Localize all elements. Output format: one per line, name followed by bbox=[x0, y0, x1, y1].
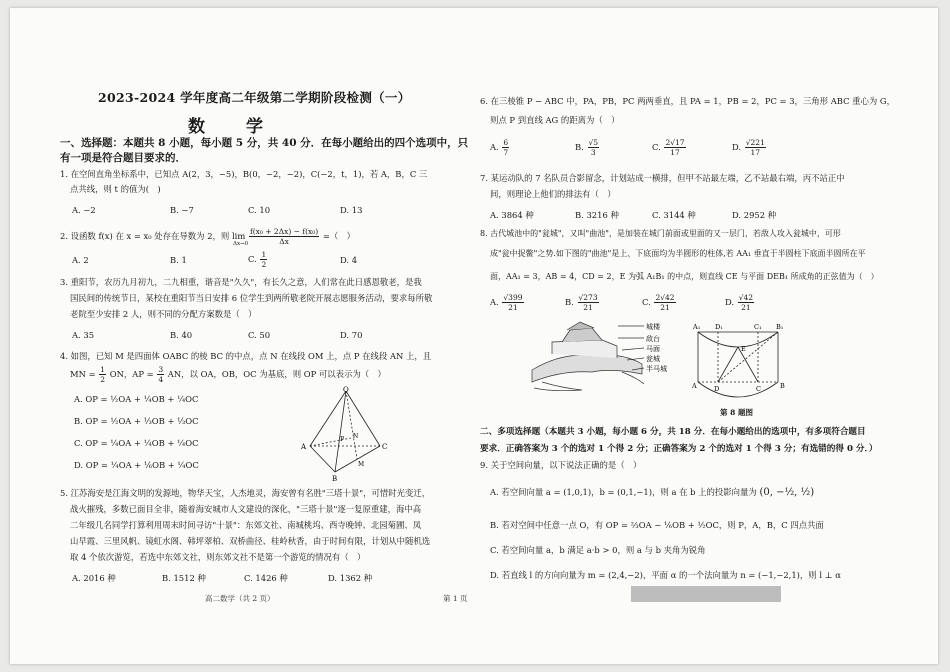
q8-option-c: C. $\frac{2√42}{21}$ bbox=[642, 293, 675, 312]
q9-option-c: C. 若空间向量 a，b 满足 a·b > 0，则 a 与 b 夹角为锐角 bbox=[490, 545, 706, 555]
q5-option-c: C. 1426 种 bbox=[244, 573, 288, 583]
q2-option-c: C. $\frac{1}{2}$ bbox=[248, 250, 267, 269]
footer-left: 高二数学（共 2 页） bbox=[205, 594, 275, 603]
subject-title: 数 学 bbox=[188, 117, 275, 137]
legend-chenglou: 城楼 bbox=[646, 323, 660, 331]
q8-figure-caption: 第 8 题图 bbox=[720, 408, 753, 417]
q9-option-d: D. 若直线 l 的方向向量为 m = (2,4,−2)，平面 α 的一个法向量为 n = (−1,−2,1)，则 l ⊥ α bbox=[490, 570, 841, 580]
label-m: M bbox=[358, 461, 365, 468]
q6-text-1: 6. 在三棱锥 P − ABC 中，PA，PB，PC 两两垂直，且 PA = 1，PB = 2，PC = 3，三角形 ABC 重心为 G， bbox=[480, 96, 895, 106]
q8-option-a: A. $\frac{√399}{21}$ bbox=[490, 293, 523, 312]
q8-text-1: 8. 古代城池中的"瓮城"，又叫"曲池"，是加装在城门前面或里面的又一层门，若敌人攻入瓮城中，可形 bbox=[480, 229, 841, 238]
q9-option-b: B. 若对空间中任意一点 O，有 OP = ⅔OA − ⅙OB + ½OC，则 P，A，B，C 四点共面 bbox=[490, 520, 824, 530]
label-c1: C₁ bbox=[754, 323, 762, 331]
q6-option-d: D. $\frac{√221}{17}$ bbox=[732, 138, 765, 157]
exam-page bbox=[10, 8, 938, 664]
top-arc bbox=[698, 332, 778, 347]
q5-text-1: 5. 江苏海安是江海文明的发源地，物华天宝，人杰地灵，海安曾有名胜"三塔十景"，可惜时光变迁， bbox=[60, 488, 431, 498]
label-a: A bbox=[692, 382, 697, 390]
label-b: B bbox=[332, 475, 338, 482]
label-b: B bbox=[780, 382, 785, 390]
section1-heading: 一、选择题：本题共 8 小题，每小题 5 分，共 40 分．在每小题给出的四个选项中，只 bbox=[60, 137, 469, 149]
q5-text-5: 取 4 个依次游览，若选中东郊文社，则东郊文社不是第一个游览的情况有（ ） bbox=[70, 552, 366, 562]
q8-text-2: 成"瓮中捉鳖"之势.如下图的"曲池"是上、下底面均为半圆形的柱体,若 AA₁ 垂直于半圆柱下底面半圆所在平 bbox=[490, 249, 866, 258]
label-a1: A₁ bbox=[693, 323, 701, 331]
segment-db1 bbox=[718, 332, 778, 382]
label-a: A bbox=[301, 443, 307, 451]
section2-heading-2: 要求．正确答案为 3 个的选对 1 个得 2 分；正确答案为 2 个的选对 1 个得 3 分；有选错的得 0 分．） bbox=[480, 444, 878, 454]
q9-stem: 9. 关于空间向量，以下说法正确的是（ ） bbox=[480, 460, 642, 470]
q7-option-c: C. 3144 种 bbox=[652, 210, 696, 220]
q7-option-b: B. 3216 种 bbox=[575, 210, 619, 220]
label-e: E bbox=[741, 345, 746, 353]
q3-option-c: C. 50 bbox=[248, 330, 271, 340]
q7-text-2: 间，则理论上他们的排法有（ ） bbox=[490, 189, 616, 199]
segment-an bbox=[310, 438, 351, 446]
q2-stem: 2. 设函数 f(x) 在 x = x₀ 处存在导数为 2，则 lim bbox=[60, 231, 246, 241]
label-c: C bbox=[756, 385, 761, 393]
section1-heading-2: 有一项是符合题目要求的． bbox=[60, 152, 186, 164]
q8-text-3: 面，AA₁ = 3，AB = 4，CD = 2，E 为弧 A₁B₁ 的中点，则直线 CE 与平面 DEB₁ 所成角的正弦值为（ ） bbox=[490, 272, 879, 281]
q6-option-a: A. $\frac{6}{7}$ bbox=[490, 138, 509, 157]
q4-text-1: 4. 如图，已知 M 是四面体 OABC 的棱 BC 的中点，点 N 在线段 OM 上，点 P 在线段 AN 上，且 bbox=[60, 351, 432, 361]
q1-text-1: 1. 在空间直角坐标系中，已知点 A(2，3，−5)，B(0，−2，−2)，C(−2，t，1)，若 A，B，C 三 bbox=[60, 169, 428, 179]
q3-text-2: 国民间的传统节日，某校在重阳节当日安排 6 位学生到两所敬老院开展志愿服务活动，要求每所敬 bbox=[70, 293, 433, 303]
q5-text-2: 战火摧残，多数已面目全非，随着海安城市人文建设的深化，"三塔十景"逐一复原重建，海中高 bbox=[70, 504, 422, 514]
legend-mamian: 马面 bbox=[646, 345, 660, 353]
q6-option-c: C. $\frac{2√17}{17}$ bbox=[652, 138, 685, 157]
edge-ob bbox=[335, 391, 346, 472]
q6-text-2: 则点 P 到直线 AG 的距离为（ ） bbox=[490, 115, 620, 125]
q1-option-b: B. −7 bbox=[170, 205, 194, 215]
half-cylinder-figure bbox=[690, 322, 790, 398]
q9-option-a: A. 若空间向量 a = (1,0,1)，b = (0,1,−1)，则 a 在 b 上的投影向量为 (0, −½, ½) bbox=[490, 487, 815, 498]
q3-text-1: 3. 重阳节，农历九月初九，二九相重，谐音是"久久"，有长久之意，人们常在此日感恩敬老，是我 bbox=[60, 277, 422, 287]
edge-oc bbox=[346, 391, 380, 446]
label-n: N bbox=[353, 433, 359, 440]
q2-tail: =（ ） bbox=[322, 231, 356, 241]
q3-option-a: A. 35 bbox=[72, 330, 95, 340]
q1-option-c: C. 10 bbox=[248, 205, 271, 215]
q3-option-d: D. 70 bbox=[340, 330, 363, 340]
q5-option-d: D. 1362 种 bbox=[328, 573, 373, 583]
legend-banmacheng: 半马城 bbox=[646, 365, 667, 373]
q2-option-b: B. 1 bbox=[170, 255, 187, 265]
q7-text-1: 7. 某运动队的 7 名队员合影留念，计划站成一横排，但甲不站最左端，乙不站最右端，丙不站正中 bbox=[480, 173, 845, 183]
q8-option-b: B. $\frac{√273}{21}$ bbox=[565, 293, 598, 312]
q2-limit-sub: Δx→0 bbox=[233, 241, 249, 247]
fortress-illustration bbox=[522, 312, 682, 394]
q5-option-a: A. 2016 种 bbox=[72, 573, 116, 583]
label-d1: D₁ bbox=[715, 323, 723, 331]
legend-wengcheng: 瓮城 bbox=[646, 355, 660, 363]
q3-text-3: 老院至少安排 2 人，则不同的分配方案数是（ ） bbox=[70, 309, 257, 319]
footer-center: 第 1 页 bbox=[443, 594, 468, 603]
segment-om bbox=[346, 391, 357, 459]
tetrahedron-figure bbox=[300, 386, 400, 482]
q6-option-b: B. $\frac{√5}{3}$ bbox=[575, 138, 599, 157]
exam-title: 2023-2024 学年度高二年级第二学期阶段检测（一） bbox=[98, 90, 411, 105]
q3-option-b: B. 40 bbox=[170, 330, 193, 340]
label-b1: B₁ bbox=[776, 323, 784, 331]
q2-option-d: D. 4 bbox=[340, 255, 358, 265]
q1-option-a: A. −2 bbox=[72, 205, 96, 215]
q4-option-a: A. OP = ½OA + ¼OB + ¼OC bbox=[74, 394, 199, 404]
q2-option-a: A. 2 bbox=[72, 255, 89, 265]
label-p: P bbox=[340, 436, 345, 443]
q5-text-4: 山早霞、三里风帆、镜虹水阁、韩坪翠柏、双桥曲径、桂岭秋香，由于时间有限，计划从中随机选 bbox=[70, 536, 431, 546]
legend-ditai: 敌台 bbox=[646, 335, 660, 343]
redaction-bar bbox=[631, 586, 781, 602]
q2-fraction: $\frac{\text{f(x₀ + 2Δx) − f(x₀)}}{\Delta x}$ bbox=[249, 227, 319, 246]
q7-option-a: A. 3864 种 bbox=[490, 210, 534, 220]
edge-ab bbox=[310, 446, 335, 472]
q5-option-b: B. 1512 种 bbox=[162, 573, 206, 583]
label-o: O bbox=[343, 386, 349, 394]
q5-text-3: 二年级几名同学打算利用周末时间寻访"十景"：东郊文社、南城桃坞、西寺晚钟、北园菊圃、凤 bbox=[70, 520, 422, 530]
edge-bc bbox=[335, 446, 380, 472]
section2-heading-1: 二、多项选择题（本题共 3 小题，每小题 6 分，共 18 分．在每小题给出的选项中，有多项符合题目 bbox=[480, 427, 866, 437]
q4-option-c: C. OP = ¼OA + ¼OB + ¼OC bbox=[74, 438, 199, 448]
q7-option-d: D. 2952 种 bbox=[732, 210, 777, 220]
bottom-arc bbox=[698, 382, 778, 397]
q1-text-2: 点共线，则 t 的值为( ) bbox=[70, 184, 161, 194]
q8-option-d: D. $\frac{√42}{21}$ bbox=[725, 293, 754, 312]
q1-option-d: D. 13 bbox=[340, 205, 363, 215]
q4-option-b: B. OP = ½OA + ⅓OB + ⅓OC bbox=[74, 416, 199, 426]
label-c: C bbox=[382, 443, 388, 451]
q2-text bbox=[60, 227, 355, 246]
label-d: D bbox=[714, 385, 720, 393]
q4-option-d: D. OP = ¼OA + ⅙OB + ¼OC bbox=[74, 460, 199, 470]
segment-de bbox=[718, 347, 738, 382]
q4-text-2: MN = $\frac{1}{2}$ ON，AP = $\frac{3}{4}$ AN，以 OA，OB，OC 为基底，则 OP 可以表示为（ ） bbox=[70, 365, 386, 384]
